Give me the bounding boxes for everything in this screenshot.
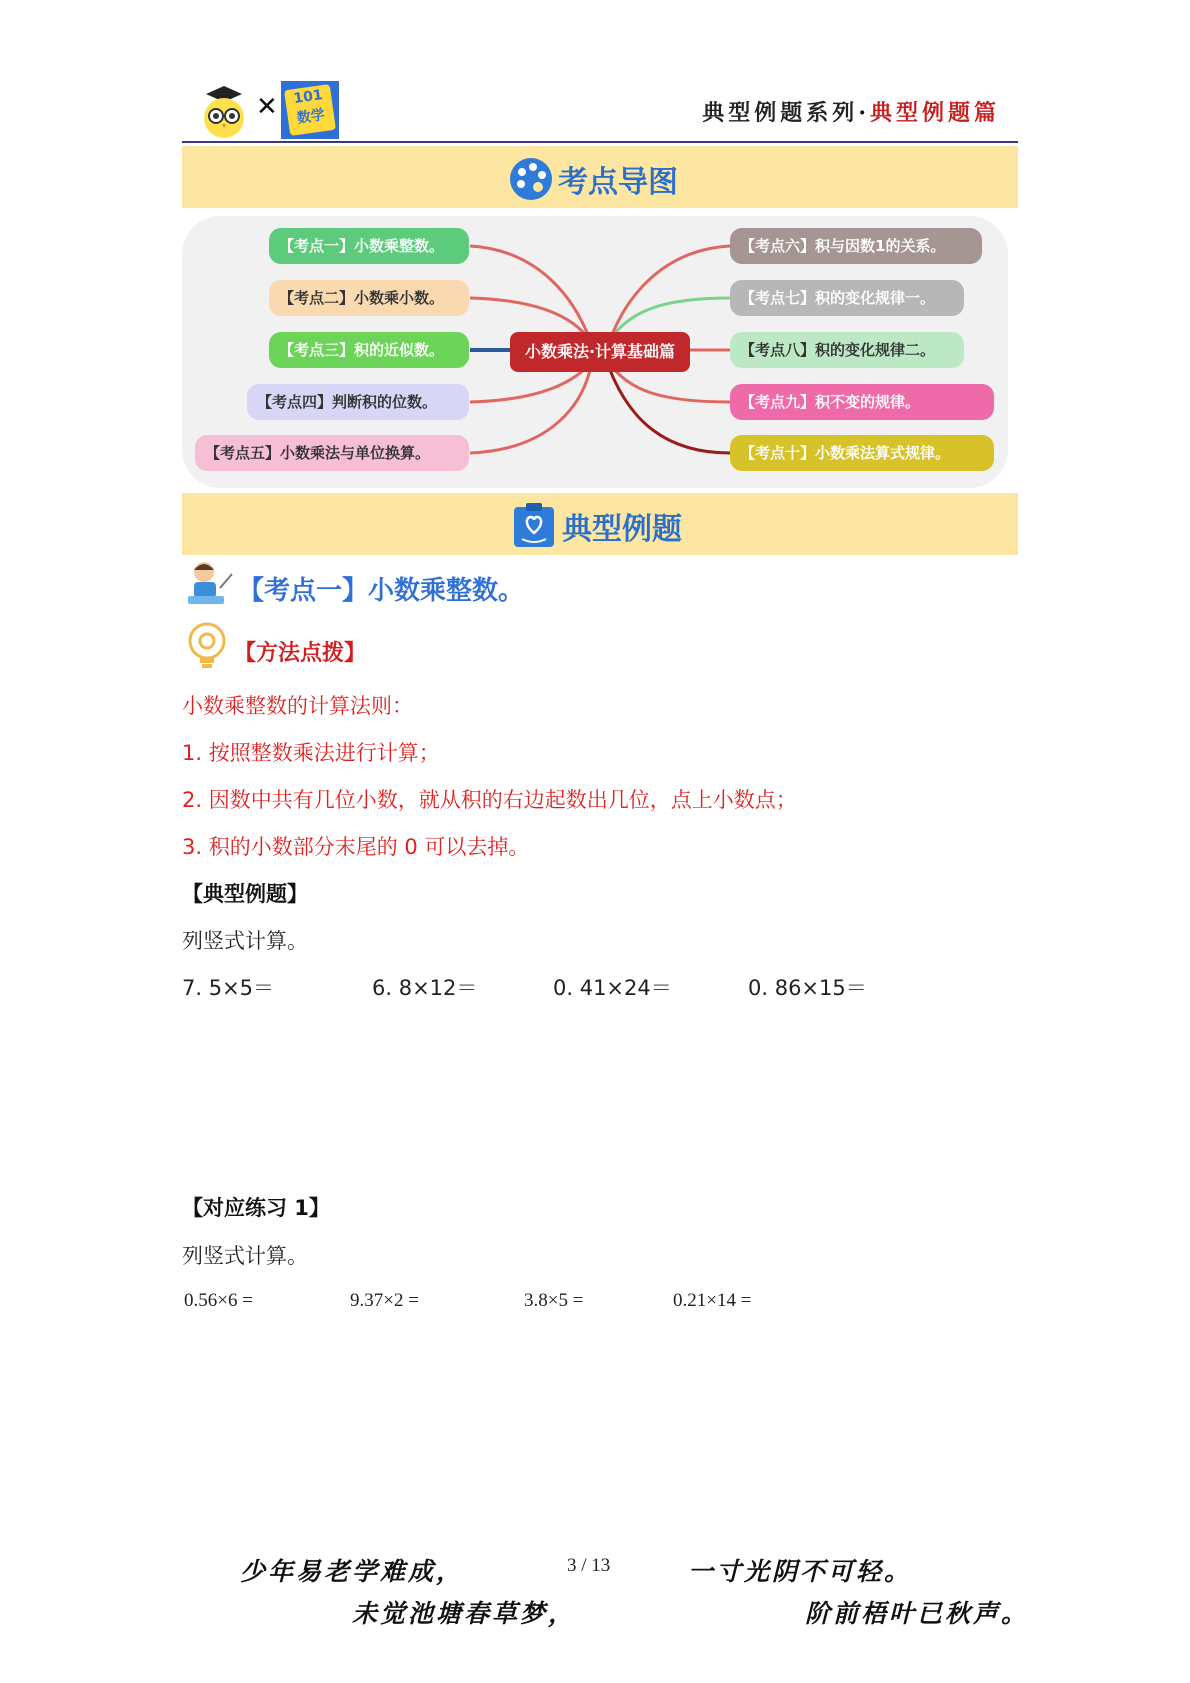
mindmap-node-8: 【考点八】积的变化规律二。 xyxy=(730,332,964,368)
mindmap-node-6: 【考点六】积与因数1的关系。 xyxy=(730,228,982,264)
mindmap-center-node: 小数乘法·计算基础篇 xyxy=(510,332,690,372)
rule-1: 1. 按照整数乘法进行计算； xyxy=(182,741,440,765)
series-separator: · xyxy=(858,100,870,126)
example-heading: 【典型例题】 xyxy=(182,882,308,906)
mindmap-connectors xyxy=(0,0,1190,520)
examples-banner xyxy=(182,493,1018,555)
mindmap-node-7: 【考点七】积的变化规律一。 xyxy=(730,280,964,316)
mindmap-node-10: 【考点十】小数乘法算式规律。 xyxy=(730,435,994,471)
rules-heading: 小数乘整数的计算法则： xyxy=(182,694,413,718)
practice-problem-2: 9.37×2 = xyxy=(350,1290,419,1311)
poem-line-2: 一寸光阴不可轻。 xyxy=(688,1557,913,1586)
mindmap-node-3: 【考点三】积的近似数。 xyxy=(269,332,469,368)
practice-problem-4: 0.21×14 = xyxy=(673,1290,752,1311)
method-tip-title: 【方法点拨】 xyxy=(234,641,367,666)
practice-problem-3: 3.8×5 = xyxy=(524,1290,584,1311)
student-icon xyxy=(186,560,234,610)
kp-one-title: 【考点一】小数乘整数。 xyxy=(238,576,525,606)
practice-problem-1: 0.56×6 = xyxy=(184,1290,253,1311)
example-problem-3: 0. 41×24＝ xyxy=(553,976,672,1000)
poem-line-1: 少年易老学难成， xyxy=(240,1557,465,1586)
poem-line-3: 未觉池塘春草梦， xyxy=(352,1599,577,1628)
mindmap-node-9: 【考点九】积不变的规律。 xyxy=(730,384,994,420)
example-problem-1: 7. 5×5＝ xyxy=(182,976,275,1000)
mindmap-node-5: 【考点五】小数乘法与单位换算。 xyxy=(195,435,469,471)
mindmap-node-1: 【考点一】小数乘整数。 xyxy=(269,228,469,264)
series-label: 典型例题系列 xyxy=(702,100,859,126)
mindmap-node-4: 【考点四】判断积的位数。 xyxy=(247,384,469,420)
practice-instruction: 列竖式计算。 xyxy=(182,1244,308,1268)
times-icon: ✕ xyxy=(256,92,278,122)
series-subtitle: 典型例题篇 xyxy=(869,100,1000,126)
example-problem-2: 6. 8×12＝ xyxy=(372,976,478,1000)
clipboard-heart-icon xyxy=(512,503,556,547)
example-instruction: 列竖式计算。 xyxy=(182,929,308,953)
example-problem-4: 0. 86×15＝ xyxy=(748,976,867,1000)
lightbulb-icon xyxy=(186,622,228,672)
page-number: 3 / 13 xyxy=(567,1555,611,1576)
practice-heading: 【对应练习 1】 xyxy=(182,1196,330,1220)
mindmap-title: 考点导图 xyxy=(558,165,678,200)
mindmap-node-2: 【考点二】小数乘小数。 xyxy=(269,280,469,316)
logo-text: 101 数学 xyxy=(284,84,336,136)
examples-title: 典型例题 xyxy=(562,512,682,547)
poem-line-4: 阶前梧叶已秋声。 xyxy=(805,1599,1030,1628)
rule-3: 3. 积的小数部分末尾的 0 可以去掉。 xyxy=(182,835,530,859)
rule-2: 2. 因数中共有几位小数，就从积的右边起数出几位，点上小数点； xyxy=(182,788,797,812)
